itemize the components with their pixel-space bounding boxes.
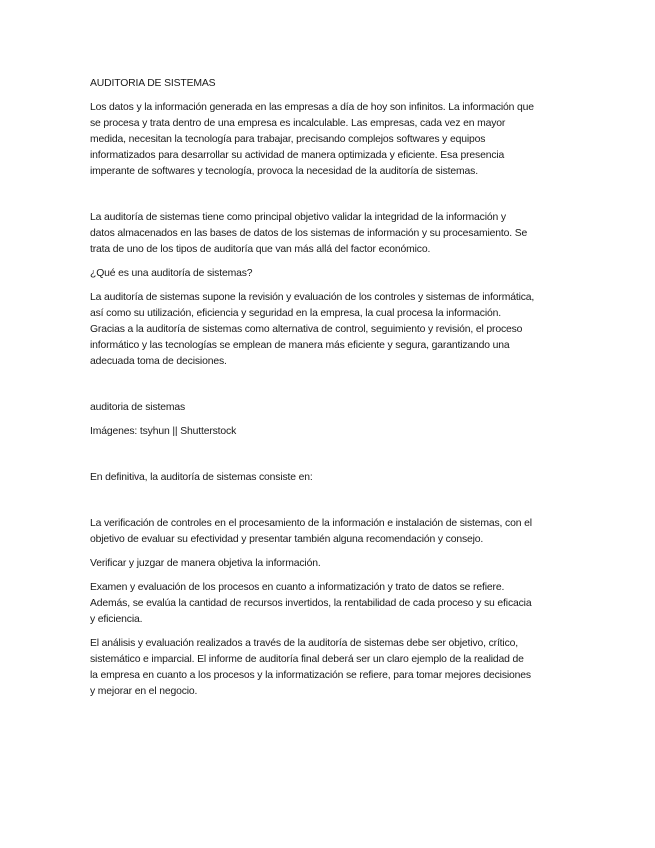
text-line: imperante de softwares y tecnología, provoca la necesidad de la auditoría de sistemas.	[90, 166, 478, 177]
text-line: objetivo de evaluar su efectividad y presentar también alguna recomendación y consejo.	[90, 534, 484, 545]
text-line: y eficiencia.	[90, 614, 143, 625]
document-body	[90, 76, 566, 708]
text-line: informatizados para desarrollar su actividad de manera optimizada y eficiente. Esa presencia	[90, 150, 505, 161]
image-credit: Imágenes: tsyhun || Shutterstock	[90, 426, 237, 437]
paragraph-definition	[90, 290, 566, 370]
list-item	[90, 580, 566, 628]
list-item: Verificar y juzgar de manera objetiva la información.	[90, 558, 321, 569]
text-line: Los datos y la información generada en las empresas a día de hoy son infinitos. La información que	[90, 102, 534, 113]
paragraph-intro	[90, 100, 566, 180]
definition-intro: En definitiva, la auditoría de sistemas consiste en:	[90, 472, 313, 483]
image-alt-text: auditoria de sistemas	[90, 402, 186, 413]
text-line: Gracias a la auditoría de sistemas como alternativa de control, seguimiento y revisión, el proceso	[90, 324, 523, 335]
text-line: El análisis y evaluación realizados a través de la auditoría de sistemas debe ser objetivo, crítico,	[90, 638, 518, 649]
spacer	[90, 494, 566, 516]
spacer	[90, 378, 566, 400]
text-line: La auditoría de sistemas supone la revisión y evaluación de los controles y sistemas de informática,	[90, 292, 535, 303]
document-title: AUDITORIA DE SISTEMAS	[90, 78, 216, 89]
text-line: se procesa y trata dentro de una empresa es incalculable. Las empresas, cada vez en mayor	[90, 118, 506, 129]
text-line: así como su utilización, eficiencia y seguridad en la empresa, la cual procesa la información.	[90, 308, 501, 319]
text-line: sistemático e imparcial. El informe de auditoría final deberá ser un claro ejemplo de la realidad de	[90, 654, 524, 665]
text-line: La auditoría de sistemas tiene como principal objetivo validar la integridad de la información y	[90, 212, 506, 223]
text-line: trata de uno de los tipos de auditoría que van más allá del factor económico.	[90, 244, 431, 255]
text-line: Además, se evalúa la cantidad de recursos invertidos, la rentabilidad de cada proceso y su eficacia	[90, 598, 532, 609]
text-line: datos almacenados en las bases de datos de los sistemas de información y su procesamiento. Se	[90, 228, 528, 239]
text-line: informático y las tecnologías se emplean de manera más eficiente y segura, garantizando una	[90, 340, 510, 351]
text-line: adecuada toma de decisiones.	[90, 356, 227, 367]
text-line: Examen y evaluación de los procesos en cuanto a informatización y trato de datos se refiere.	[90, 582, 505, 593]
list-item	[90, 636, 566, 700]
paragraph-objective	[90, 210, 566, 258]
spacer	[90, 188, 566, 210]
text-line: medida, necesitan la tecnología para trabajar, precisando complejos softwares y equipos	[90, 134, 486, 145]
section-question: ¿Qué es una auditoría de sistemas?	[90, 268, 253, 279]
text-line: la empresa en cuanto a los procesos y la informatización se refiere, para tomar mejores decisiones	[90, 670, 531, 681]
text-line: y mejorar en el negocio.	[90, 686, 198, 697]
text-line: La verificación de controles en el procesamiento de la información e instalación de sistemas, con el	[90, 518, 532, 529]
spacer	[90, 448, 566, 470]
list-item	[90, 516, 566, 548]
